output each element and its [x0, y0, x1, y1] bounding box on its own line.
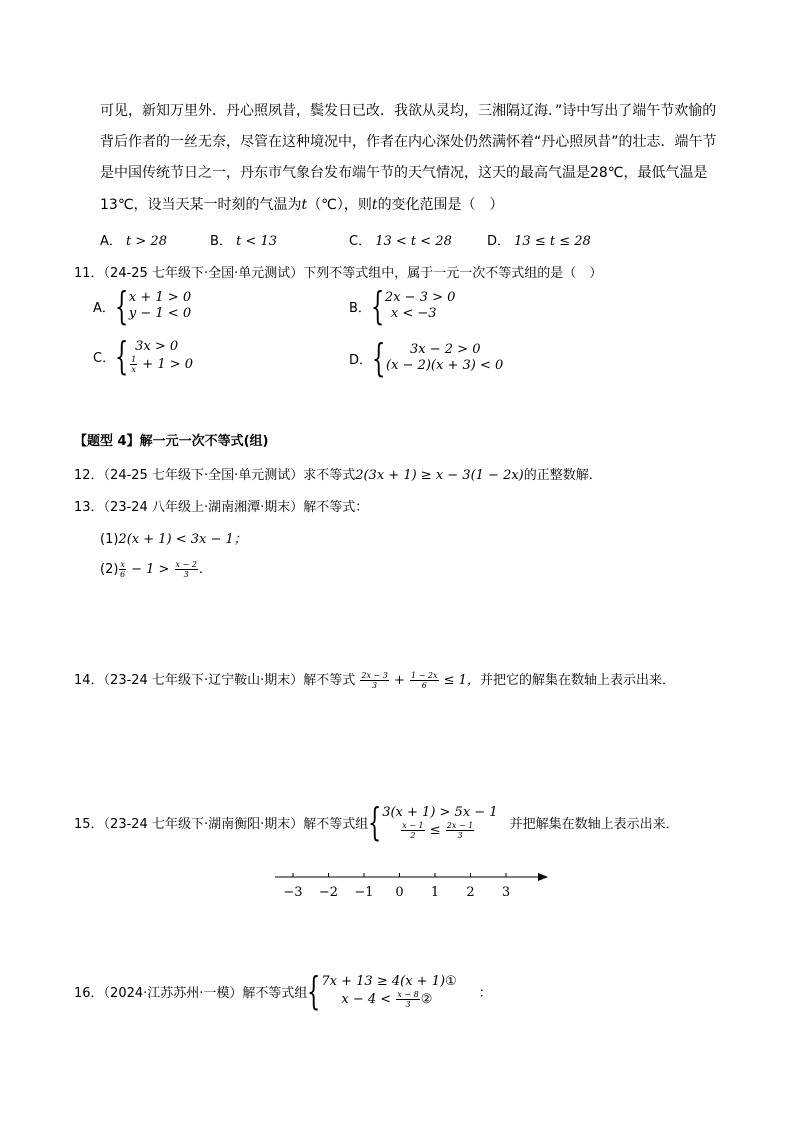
q10-option-b[interactable]: B． t < 13 — [210, 234, 277, 249]
q10-option-c[interactable]: C． 13 < t < 28 — [349, 234, 452, 249]
number-line-tick-label: 1 — [430, 885, 440, 900]
q16-text: 16．（2024·江苏苏州·一模）解不等式组 { 7x + 13 ≥ 4(x + 1)① x − 4 < $\frac{x - 8}{3}$ ② ： — [74, 969, 492, 1013]
number-line-tick-label: 2 — [466, 885, 475, 900]
q15-text: 15．（23-24 七年级下·湖南衡阳·期末）解不等式组 { 3(x + 1) > 5x − 1 $\frac{x - 1}{2}$ ≤ $\frac{2x - 1}{3}$ 并把解集在数轴上表示出来． — [74, 800, 679, 844]
arrow-right-icon — [538, 873, 548, 881]
number-line-tick-label: −3 — [283, 885, 303, 900]
q14-text: 14．（23-24 七年级下·辽宁鞍山·期末）解不等式 $\frac{2x - 3}{3}$ + $\frac{1 - 2x}{6}$ ≤ 1，并把它的解集在数轴上表示出来． — [74, 671, 675, 690]
q13-text: 13．（23-24 八年级上·湖南湘潭·期末）解不等式： — [74, 500, 369, 515]
number-line-tick-label: 0 — [395, 885, 404, 900]
brace-icon: { — [368, 800, 382, 844]
section-heading: 【题型 4】解一元一次不等式(组) — [74, 434, 269, 449]
q11-option-b[interactable]: B． { 2x − 3 > 0 x < −3 — [349, 284, 456, 328]
para-line-3: 是中国传统节日之一，丹东市气象台发布端午节的天气情况，这天的最高气温是28℃，最低气温是 — [100, 165, 708, 181]
q10-option-d[interactable]: D． 13 ≤ t ≤ 28 — [487, 234, 591, 249]
number-line-tick-label: 3 — [501, 885, 511, 900]
brace-icon: { — [370, 284, 385, 328]
q10-option-a[interactable]: A． t > 28 — [100, 234, 167, 249]
q12-text: 12．（24-25 七年级下·全国·单元测试）求不等式2(3x + 1) ≥ x − 3(1 − 2x)的正整数解． — [74, 468, 602, 483]
q11-option-c[interactable]: C． { 3x > 0 $\frac{1}{x}$ + 1 > 0 — [93, 334, 194, 378]
number-line-tick-label: −2 — [318, 885, 339, 900]
brace-icon: { — [114, 284, 129, 328]
q13-part-1: (1)2(x + 1) < 3x − 1； — [100, 532, 247, 547]
q13-part-2: (2) $\frac{x}{6}$ − 1 > $\frac{x - 2}{3}$ . — [100, 560, 204, 579]
brace-icon: { — [372, 336, 386, 380]
para-line-2: 背后作者的一丝无奈，尽管在这种境况中，作者在内心深处仍然满怀着“丹心照夙昔”的壮志．端午节 — [100, 134, 717, 150]
number-line — [270, 866, 560, 900]
brace-icon: { — [307, 969, 321, 1013]
q11-text: 11．（24-25 七年级下·全国·单元测试）下列不等式组中，属于一元一次不等式组的是（ ） — [74, 266, 603, 281]
q11-option-d[interactable]: D． { 3x − 2 > 0 (x − 2)(x + 3) < 0 — [349, 336, 504, 380]
number-line-tick-label: −1 — [354, 885, 374, 900]
brace-icon: { — [115, 334, 129, 378]
para-line-1: 可见，新知万里外．丹心照夙昔，鬓发日已改．我欲从灵均，三湘隔辽海．”诗中写出了端午节欢愉的 — [100, 103, 717, 119]
para-line-4: 13℃，设当天某一时刻的气温为t（℃），则t的变化范围是（ ） — [100, 197, 504, 213]
q11-option-a[interactable]: A． { x + 1 > 0 y − 1 < 0 — [93, 284, 192, 328]
